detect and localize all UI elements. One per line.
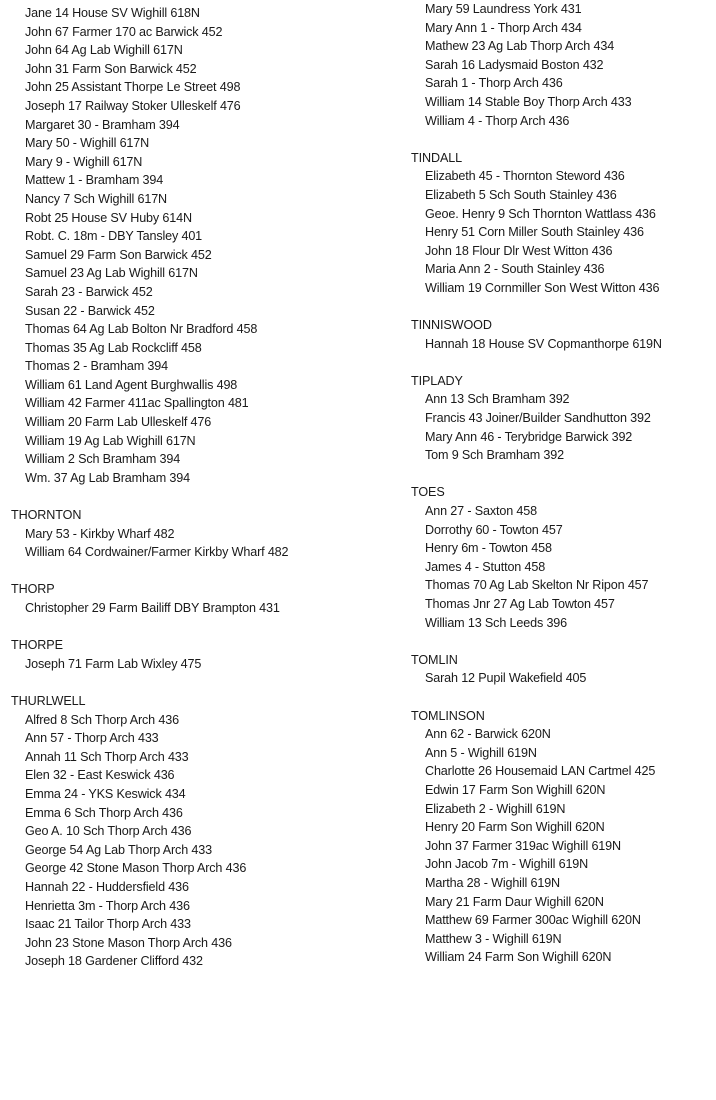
group-spacer [411, 353, 711, 372]
entry-list [411, 390, 711, 464]
surname-heading: TINNISWOOD [411, 318, 492, 333]
entry-list [411, 0, 711, 130]
group-spacer [11, 487, 403, 506]
census-entry: James 4 - Stutton 458 [425, 559, 546, 574]
census-entry: Sarah 1 - Thorp Arch 436 [425, 76, 563, 91]
census-entry: John 37 Farmer 319ac Wighill 619N [425, 838, 621, 853]
surname-heading: THURLWELL [11, 693, 86, 708]
surname-heading: THORP [11, 582, 55, 597]
surname-group [411, 632, 711, 688]
census-entry: John Jacob 7m - Wighill 619N [425, 857, 589, 872]
entry-list [411, 725, 711, 967]
census-entry: William 61 Land Agent Burghwallis 498 [25, 377, 238, 392]
group-spacer [11, 618, 403, 637]
census-entry: William 2 Sch Bramham 394 [25, 452, 181, 467]
surname-heading: THORPE [11, 638, 63, 653]
surname-group [11, 673, 403, 971]
census-entry: Mary 21 Farm Daur Wighill 620N [425, 894, 604, 909]
census-entry: John 23 Stone Mason Thorp Arch 436 [25, 935, 232, 950]
census-entry: Matthew 3 - Wighill 619N [425, 931, 562, 946]
entry-list [411, 502, 711, 632]
entry-list [11, 4, 403, 487]
surname-group [11, 487, 403, 561]
census-entry: John 18 Flour Dlr West Witton 436 [425, 243, 613, 258]
census-entry: William 13 Sch Leeds 396 [425, 615, 568, 630]
census-entry: William 42 Farmer 411ac Spallington 481 [25, 396, 249, 411]
census-entry: Charlotte 26 Housemaid LAN Cartmel 425 [425, 764, 656, 779]
surname-group [11, 618, 403, 674]
surname-heading: TINDALL [411, 150, 463, 165]
census-entry: Mary 9 - Wighill 617N [25, 154, 143, 169]
census-entry: Henry 20 Farm Son Wighill 620N [425, 820, 605, 835]
census-entry: Ann 5 - Wighill 619N [425, 745, 537, 760]
census-entry: Sarah 23 - Barwick 452 [25, 284, 153, 299]
census-entry: Elizabeth 45 - Thornton Steword 436 [425, 169, 625, 184]
census-entry: John 64 Ag Lab Wighill 617N [25, 43, 183, 58]
census-entry: Mary Ann 1 - Thorp Arch 434 [425, 20, 582, 35]
surname-heading: TIPLADY [411, 373, 463, 388]
surname-heading: TOES [411, 485, 445, 500]
census-entry: Thomas 64 Ag Lab Bolton Nr Bradford 458 [25, 322, 258, 337]
group-spacer [11, 562, 403, 581]
census-entry: Hannah 22 - Huddersfield 436 [25, 879, 189, 894]
census-entry: Dorrothy 60 - Towton 457 [425, 522, 563, 537]
surname-heading: TOMLIN [411, 652, 458, 667]
census-entry: Susan 22 - Barwick 452 [25, 303, 155, 318]
entry-list [411, 669, 711, 688]
surname-group [411, 130, 711, 297]
census-entry: Ann 62 - Barwick 620N [425, 727, 551, 742]
census-entry: Ann 27 - Saxton 458 [425, 504, 537, 519]
census-entry: Nancy 7 Sch Wighill 617N [25, 191, 167, 206]
entry-list [411, 167, 711, 297]
census-entry: Joseph 17 Railway Stoker Ulleskelf 476 [25, 98, 241, 113]
entry-list [11, 711, 403, 971]
census-entry: Ann 57 - Thorp Arch 433 [25, 731, 159, 746]
census-entry: George 42 Stone Mason Thorp Arch 436 [25, 861, 247, 876]
census-entry: John 31 Farm Son Barwick 452 [25, 61, 197, 76]
census-entry: Edwin 17 Farm Son Wighill 620N [425, 782, 606, 797]
census-entry: William 19 Ag Lab Wighill 617N [25, 433, 196, 448]
census-entry: Thomas 70 Ag Lab Skelton Nr Ripon 457 [425, 578, 649, 593]
census-entry: Joseph 71 Farm Lab Wixley 475 [25, 656, 202, 671]
census-entry: Elizabeth 2 - Wighill 619N [425, 801, 566, 816]
census-entry: William 19 Cornmiller Son West Witton 436 [425, 280, 660, 295]
census-entry: Henry 51 Corn Miller South Stainley 436 [425, 225, 644, 240]
surname-group [11, 562, 403, 618]
census-entry: Mary Ann 46 - Terybridge Barwick 392 [425, 429, 633, 444]
census-entry: Emma 24 - YKS Keswick 434 [25, 786, 186, 801]
census-entry: Margaret 30 - Bramham 394 [25, 117, 180, 132]
left-column [11, 4, 403, 971]
census-entry: John 25 Assistant Thorpe Le Street 498 [25, 80, 241, 95]
census-entry: Samuel 23 Ag Lab Wighill 617N [25, 266, 198, 281]
census-entry: Geo A. 10 Sch Thorp Arch 436 [25, 824, 192, 839]
entry-list [11, 599, 403, 618]
census-entry: William 4 - Thorp Arch 436 [425, 113, 570, 128]
census-entry: Henrietta 3m - Thorp Arch 436 [25, 898, 190, 913]
census-entry: Matthew 69 Farmer 300ac Wighill 620N [425, 913, 641, 928]
surname-heading: TOMLINSON [411, 708, 485, 723]
census-entry: Mathew 23 Ag Lab Thorp Arch 434 [425, 39, 615, 54]
surname-group [411, 298, 711, 354]
census-entry: Sarah 16 Ladysmaid Boston 432 [425, 57, 604, 72]
surname-group [411, 465, 711, 632]
group-spacer [411, 632, 711, 651]
group-spacer [11, 673, 403, 692]
census-entry: Elen 32 - East Keswick 436 [25, 768, 175, 783]
surname-group [11, 4, 403, 487]
census-entry: Annah 11 Sch Thorp Arch 433 [25, 749, 189, 764]
census-entry: Geoe. Henry 9 Sch Thornton Wattlass 436 [425, 206, 656, 221]
entry-list [11, 525, 403, 562]
census-entry: William 64 Cordwainer/Farmer Kirkby Wharf 482 [25, 545, 289, 560]
census-entry: Thomas 2 - Bramham 394 [25, 359, 168, 374]
surname-group [411, 353, 711, 465]
census-entry: Isaac 21 Tailor Thorp Arch 433 [25, 917, 191, 932]
census-entry: William 24 Farm Son Wighill 620N [425, 950, 612, 965]
right-column [411, 0, 711, 967]
census-entry: Tom 9 Sch Bramham 392 [425, 448, 564, 463]
census-entry: William 14 Stable Boy Thorp Arch 433 [425, 94, 632, 109]
group-spacer [411, 298, 711, 317]
census-entry: Elizabeth 5 Sch South Stainley 436 [425, 187, 617, 202]
census-entry: Mary 53 - Kirkby Wharf 482 [25, 526, 175, 541]
census-entry: Mattew 1 - Bramham 394 [25, 173, 164, 188]
census-entry: George 54 Ag Lab Thorp Arch 433 [25, 842, 212, 857]
census-entry: Emma 6 Sch Thorp Arch 436 [25, 805, 183, 820]
entry-list [11, 655, 403, 674]
census-entry: Thomas 35 Ag Lab Rockcliff 458 [25, 340, 202, 355]
group-spacer [411, 465, 711, 484]
census-entry: William 20 Farm Lab Ulleskelf 476 [25, 415, 212, 430]
census-entry: Robt 25 House SV Huby 614N [25, 210, 192, 225]
census-entry: Robt. C. 18m - DBY Tansley 401 [25, 229, 203, 244]
census-entry: Alfred 8 Sch Thorp Arch 436 [25, 712, 179, 727]
census-entry: Francis 43 Joiner/Builder Sandhutton 392 [425, 411, 651, 426]
census-entry: Mary 59 Laundress York 431 [425, 2, 582, 16]
census-entry: Joseph 18 Gardener Clifford 432 [25, 954, 203, 969]
group-spacer [411, 130, 711, 149]
census-entry: Christopher 29 Farm Bailiff DBY Brampton 431 [25, 601, 280, 615]
census-entry: Jane 14 House SV Wighill 618N [25, 6, 200, 20]
census-entry: Hannah 18 House SV Copmanthorpe 619N [425, 336, 662, 351]
census-entry: Ann 13 Sch Bramham 392 [425, 392, 570, 407]
census-entry: John 67 Farmer 170 ac Barwick 452 [25, 24, 223, 39]
census-entry: Thomas Jnr 27 Ag Lab Towton 457 [425, 597, 615, 611]
census-entry: Maria Ann 2 - South Stainley 436 [425, 262, 605, 277]
surname-group [411, 0, 711, 130]
surname-group [411, 688, 711, 967]
surname-heading: THORNTON [11, 508, 82, 523]
census-entry: Henry 6m - Towton 458 [425, 541, 552, 556]
group-spacer [411, 688, 711, 707]
census-entry: Sarah 12 Pupil Wakefield 405 [425, 671, 587, 686]
census-entry: Mary 50 - Wighill 617N [25, 136, 150, 151]
census-entry: Martha 28 - Wighill 619N [425, 875, 560, 890]
entry-list [411, 335, 711, 354]
census-entry: Samuel 29 Farm Son Barwick 452 [25, 247, 212, 262]
census-entry: Wm. 37 Ag Lab Bramham 394 [25, 470, 190, 485]
